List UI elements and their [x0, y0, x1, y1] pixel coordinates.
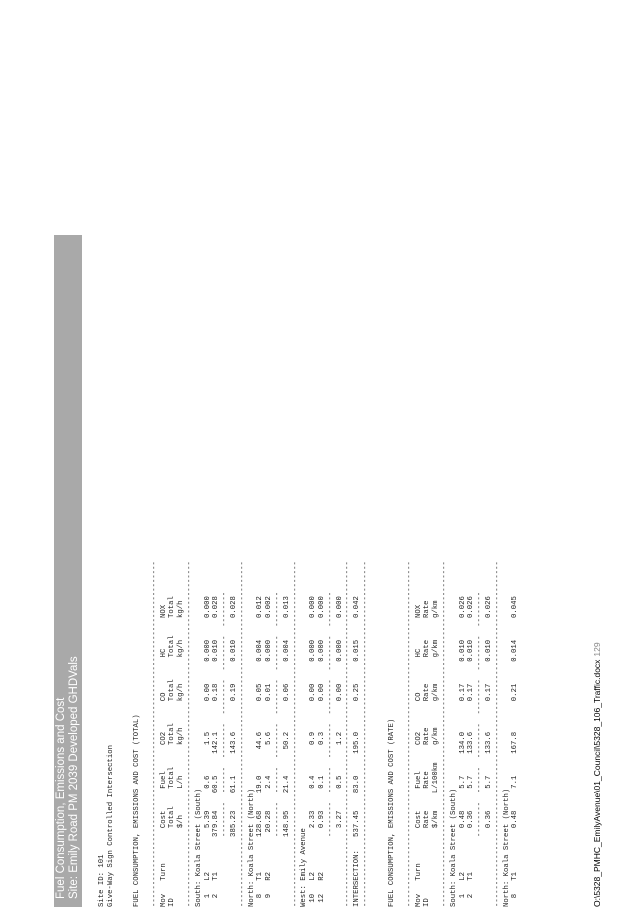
site-name: Site: Emily Road PM 2039 Developed GHDVals [68, 656, 80, 899]
fuel-emissions-report-text: Site ID: 101 Give-Way Sign Controlled Intersection FUEL CONSUMPTION, EMISSIONS AND COST (TOTAL) ------------------------------------------------------------------------------- Mov Turn Cost Fuel CO2 CO HC NOX ID Total Total Total Total Total Total $/h L/h kg/h kg/h kg/h kg/h ------------------------------------------------------------------------------- South: Koala Street (South) 1 L2 5.39 0.6 1.5 0.00 0.000 0.000 2 T1 379.84 60.5 142.1 0.18 0.010 0.028 -------- ------ -------- -------- -------- -------- 385.23 61.1 143.6 0.19 0.010 0.028 ------------------------------------------------------------------------------- North: Koala Street (North) 8 T1 128.68 19.0 44.6 0.05 0.004 0.012 9 R2 20.28 2.4 5.6 0.01 0.000 0.002 -------- ------ -------- -------- -------- -------- 148.95 21.4 50.2 0.06 0.004 0.013 ------------------------------------------------------------------------------- West: Emily Avenue 10 L2 2.33 0.4 0.9 0.00 0.000 0.000 12 R2 0.93 0.1 0.3 0.00 0.000 0.000 -------- ------ -------- -------- -------- -------- 3.27 0.5 1.2 0.00 0.000 0.000 ------------------------------------------------------------------------------- INTERSECTION: 537.45 83.0 195.0 0.25 0.015 0.042 ------------------------------------------------------------------------------- FUEL CONSUMPTION, EMISSIONS AND COST (RATE) ------------------------------------------------------------------------------- Mov Turn Cost Fuel CO2 CO HC NOX ID Rate Rate Rate Rate Rate Rate $/km L/100km g/km g/km g/km g/km ------------------------------------------------------------------------------- South: Koala Street (South) 1 L2 0.48 5.7 134.0 0.17 0.010 0.026 2 T1 0.36 5.7 133.6 0.17 0.010 0.026 -------- ------ -------- -------- -------- -------- 0.36 5.7 133.6 0.17 0.010 0.026 ------------------------------------------------------------------------------- North: Koala Street (North) 8 T1 0.48 7.1 167.8 0.21 0.014 0.045 [98, 561, 520, 907]
document-file-path: O:\5328_PMHC_EmilyAvenue\01_Council\5328_106_Traffic.docx [592, 659, 602, 907]
report-header-band [54, 235, 82, 907]
page-footer [592, 642, 602, 907]
page-number: 129 [592, 642, 602, 657]
report-title: Fuel Consumption, Emissions and Cost [55, 697, 67, 899]
